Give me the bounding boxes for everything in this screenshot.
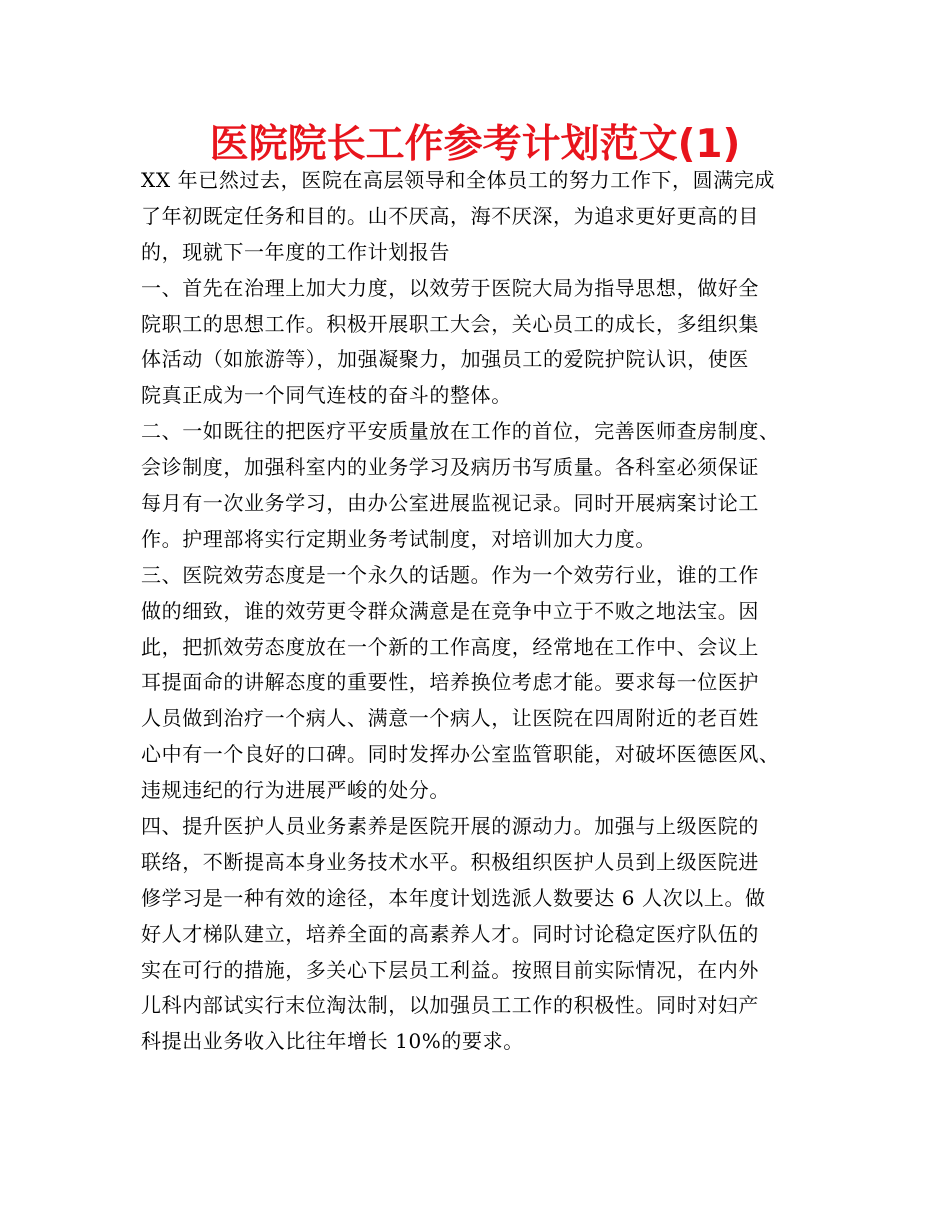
text-line: 的，现就下一年度的工作计划报告 (141, 239, 450, 264)
text-line: 四、提升医护人员业务素养是医院开展的源动力。加强与上级医院的 (141, 814, 759, 839)
text-line: 作。护理部将实行定期业务考试制度，对培训加大力度。 (141, 526, 656, 551)
text-line: 每月有一次业务学习，由办公室进展监视记录。同时开展病案讨论工 (141, 491, 759, 516)
text-line: 二、一如既往的把医疗平安质量放在工作的首位，完善医师查房制度、 (141, 419, 780, 444)
text-line: 人员做到治疗一个病人、满意一个病人，让医院在四周附近的老百姓 (141, 706, 759, 731)
text-line: 会诊制度，加强科室内的业务学习及病历书写质量。各科室必须保证 (141, 455, 759, 480)
text-line: 儿科内部试实行末位淘汰制，以加强员工工作的积极性。同时对妇产 (141, 993, 759, 1018)
text-line: 院职工的思想工作。积极开展职工大会，关心员工的成长，多组织集 (141, 311, 759, 336)
text-line: 一、首先在治理上加大力度，以效劳于医院大局为指导思想，做好全 (141, 275, 759, 300)
text-line: 院真正成为一个同气连枝的奋斗的整体。 (141, 383, 512, 408)
text-line: 违规违纪的行为进展严峻的处分。 (141, 778, 450, 803)
text-line: 了年初既定任务和目的。山不厌高，海不厌深，为追求更好更高的目 (141, 203, 759, 228)
text-line: 此，把抓效劳态度放在一个新的工作高度，经常地在工作中、会议上 (141, 634, 759, 659)
text-line: 实在可行的措施，多关心下层员工利益。按照目前实际情况，在内外 (141, 957, 759, 982)
text-line: 联络，不断提高本身业务技术水平。积极组织医护人员到上级医院进 (141, 849, 759, 874)
text-line: 心中有一个良好的口碑。同时发挥办公室监管职能，对破坏医德医风、 (141, 742, 780, 767)
text-line: XX 年已然过去，医院在高层领导和全体员工的努力工作下，圆满完成 (141, 168, 776, 192)
document-body (141, 163, 829, 1060)
text-line: 科提出业务收入比往年增长 10%的要求。 (141, 1029, 524, 1054)
text-line: 耳提面命的讲解态度的重要性，培养换位考虑才能。要求每一位医护 (141, 670, 759, 695)
text-line: 修学习是一种有效的途径，本年度计划选派人数要达 6 人次以上。做 (141, 885, 766, 910)
text-line: 体活动（如旅游等），加强凝聚力，加强员工的爱院护院认识，使医 (141, 347, 749, 372)
text-line: 三、医院效劳态度是一个永久的话题。作为一个效劳行业，谁的工作 (141, 562, 759, 587)
document-title: 医院院长工作参考计划范文(1) (209, 122, 741, 167)
text-line: 好人才梯队建立，培养全面的高素养人才。同时讨论稳定医疗队伍的 (141, 921, 759, 946)
text-line: 做的细致，谁的效劳更令群众满意是在竞争中立于不败之地法宝。因 (141, 598, 759, 623)
